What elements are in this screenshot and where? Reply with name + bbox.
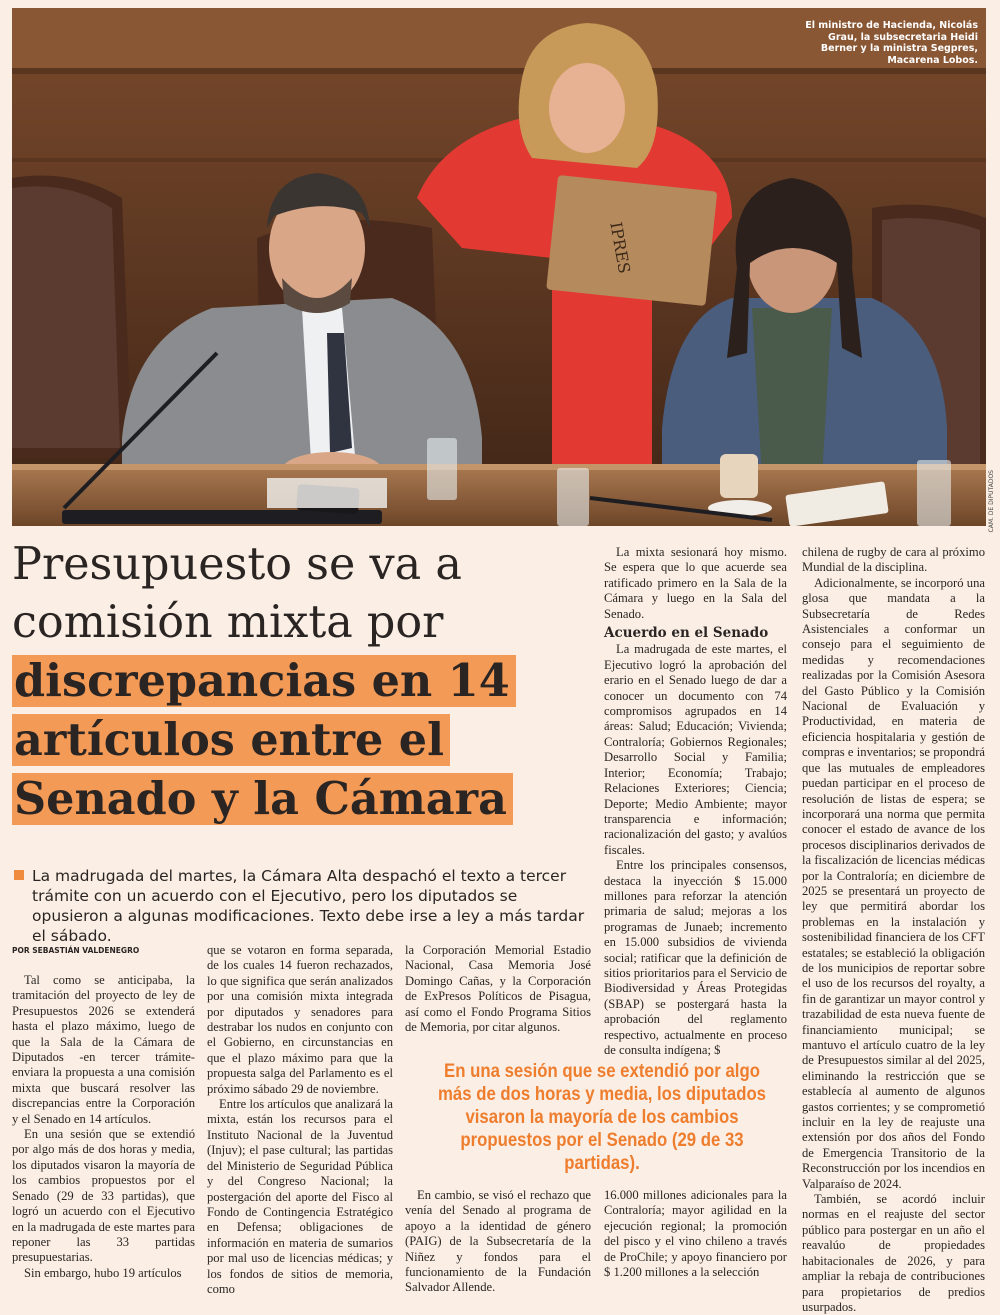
column-2 <box>207 943 393 1297</box>
photo-illustration <box>12 8 986 526</box>
paragraph: Tal como se anticipaba, la tramitación del proyecto de ley de Presupuestos 2026 se extenderá hasta el plazo máximo, luego de que la Sala de la Cámara de Diputados -en tercer trámite- enviara la propuesta a una comisión mixta que buscará resolver las discrepancias entre la Corporación y el Senado en 14 artículos. <box>12 973 195 1126</box>
paragraph: La madrugada de este martes, el Ejecutivo logró la aprobación del erario en el Senado luego de dar a conocer un documento con 74 compromisos agrupados en 14 áreas: Salud; Educación; Vivienda; Contraloría; Gobiernos Regionales; Desarrollo Social y Familia; Interior; Economía; Trabajo; Relaciones Exteriores; Ciencia; Deporte; Medio Ambiente; mayor transparencia e información; racionalización del gasto; y avalúos fiscales. <box>604 642 787 857</box>
paragraph: La mixta sesionará hoy mismo. Se espera que lo que acuerde sea ratificado primero en la Sala de la Cámara y luego en la Sala del Senado. <box>604 545 787 621</box>
paragraph: Entre los principales consensos, destaca la inyección $ 15.000 millones para reforzar la atención primaria de salud; mejoras a los programas de Junaeb; incremento en 15.000 subsidios de vivienda social; ratificar que la definición de sitios prioritarios para el Servicio de Biodiversidad y Áreas Protegidas (SBAP) se postergará hasta la aprobación del reglamento respectivo, actualmente en proceso de consulta indígena; $ <box>604 858 787 1057</box>
paragraph: También, se acordó incluir normas en el reajuste del sector público para postergar en un año el reavalúo de propiedades habitacionales de 2026, y para ampliar la rebaja de contribuciones para propietarios de predios usurpados. <box>802 1192 985 1314</box>
paragraph: Adicionalmente, se incorporó una glosa que mandata a la Subsecretaría de Redes Asistenciales a conformar un consejo para el seguimiento de medidas y recomendaciones realizadas por la Comisión Asesora del Gasto Público y la Comisión Nacional de Evaluación y Productividad, en materia de eficiencia hospitalaria y gestión de compras e inventarios; se propondrá que las mutuales de empleadores puedan participar en el proceso de resolución de listas de espera; se incorporará una norma que permita conocer el estado de avance de los procesos disciplinarios derivados de la fiscalización de licencias médicas por la Contraloría; en diciembre de 2025 se presentará un proyecto de ley que permitirá abordar los problemas en la instalación y sostenibilidad financiera de los CFT estatales; se estableció la obligación de los municipios de reportar sobre el uso de los recursos del royalty, a fin de garantizar un mayor control y trazabilidad de esta nueva fuente de financiamiento municipal; se mantuvo el artículo cuatro de la ley de Presupuestos similar al del 2025, eliminando la restricción que se establecía al aumento de algunos gastos corrientes; y se comprometió incluir en la ley de reajuste una extensión por dos años del Fondo de Emergencia Transitorio de la Reconstrucción por los incendios en Valparaíso de 2024. <box>802 575 985 1191</box>
headline-line-1: Presupuesto se va a <box>12 539 462 590</box>
column-1 <box>12 973 195 1281</box>
headline-highlight-2: artículos entre el <box>12 714 450 766</box>
column-4 <box>604 545 787 1058</box>
headline-line-2: comisión mixta por <box>12 597 444 648</box>
column-6 <box>405 1188 591 1296</box>
paragraph: chilena de rugby de cara al próximo Mundial de la disciplina. <box>802 545 985 575</box>
column-7 <box>604 1188 787 1280</box>
paragraph: 16.000 millones adicionales para la Contraloría; mayor agilidad en la ejecución regional; la promoción del pisco y el vino chileno a través de ProChile; y apoyo financiero por $ 1.200 millones a la selección <box>604 1188 787 1280</box>
byline: POR SEBASTIÁN VALDENEGRO <box>12 946 140 955</box>
deck <box>14 866 594 946</box>
column-3 <box>405 943 591 1035</box>
headline-highlight-1: discrepancias en 14 <box>12 655 516 707</box>
headline-highlight-3: Senado y la Cámara <box>12 773 513 825</box>
paragraph: Sin embargo, hubo 19 artículos <box>24 1265 182 1280</box>
paragraph: En cambio, se visó el rechazo que venía del Senado al programa de apoyo a la identidad de género (PAIG) de la Subsecretaría de la Niñez y fondos para el funcionamiento de la Fundación Salvador Allende. <box>405 1188 591 1295</box>
photo-caption: El ministro de Hacienda, Nicolás Grau, la subsecretaria Heidi Berner y la ministra Segpres, Macarena Lobos. <box>805 20 978 66</box>
column-5 <box>802 545 985 1315</box>
folder-text: IPRES <box>606 220 635 275</box>
paragraph: que se votaron en forma separada, de los cuales 14 fueron rechazados, lo que significa que serán analizados por una comisión mixta integrada por diputados y senadores para destrabar los nudos en conjunto con el Gobierno, en circunstancias en que el plazo máximo para que la propuesta salga del Parlamento es el próximo sábado 29 de noviembre. <box>207 943 393 1096</box>
paragraph: la Corporación Memorial Estadio Nacional, Casa Memoria José Domingo Cañas, y la Corporación de ExPresos Políticos de Pisagua, así como el Fondo Programa Sitios de Memoria, por citar algunos. <box>405 943 591 1035</box>
subheading: Acuerdo en el Senado <box>604 625 769 642</box>
pull-quote: En una sesión que se extendió por algo más de dos horas y media, los diputados visaron la mayoría de los cambios propuestos por el Senado (29 de 33 partidas). <box>437 1060 767 1174</box>
news-photo <box>12 8 986 526</box>
paragraph: Entre los artículos que analizará la mixta, están los recursos para el Instituto Nacional de la Juventud (Injuv); el pase cultural; las partidas del Ministerio de Seguridad Pública y del Congreso Nacional; la postergación del aporte del Fisco al Fondo de Contingencia Estratégico en Defensa; obligaciones de información en materia de sumarios por mal uso de licencias médicas; y los fondos de sitios de memoria, como <box>207 1097 393 1296</box>
photo-credit: CAM. DE DIPUTADOS <box>988 470 995 533</box>
headline <box>12 536 597 829</box>
deck-bullet-icon <box>14 870 24 880</box>
paragraph: En una sesión que se extendió por algo más de dos horas y media, los diputados visaron la mayoría de los cambios propuestos por el Senado (29 de 33 partidas), que logró un acuerdo con el Ejecutivo en la madrugada de este martes para reponer las 33 partidas presupuestarias. <box>12 1127 195 1265</box>
deck-text: La madrugada del martes, la Cámara Alta despachó el texto a tercer trámite con un acuerdo con el Ejecutivo, pero los diputados se opusieron a algunas modificaciones. Texto debe irse a ley a más tardar el sábado. <box>32 867 585 945</box>
